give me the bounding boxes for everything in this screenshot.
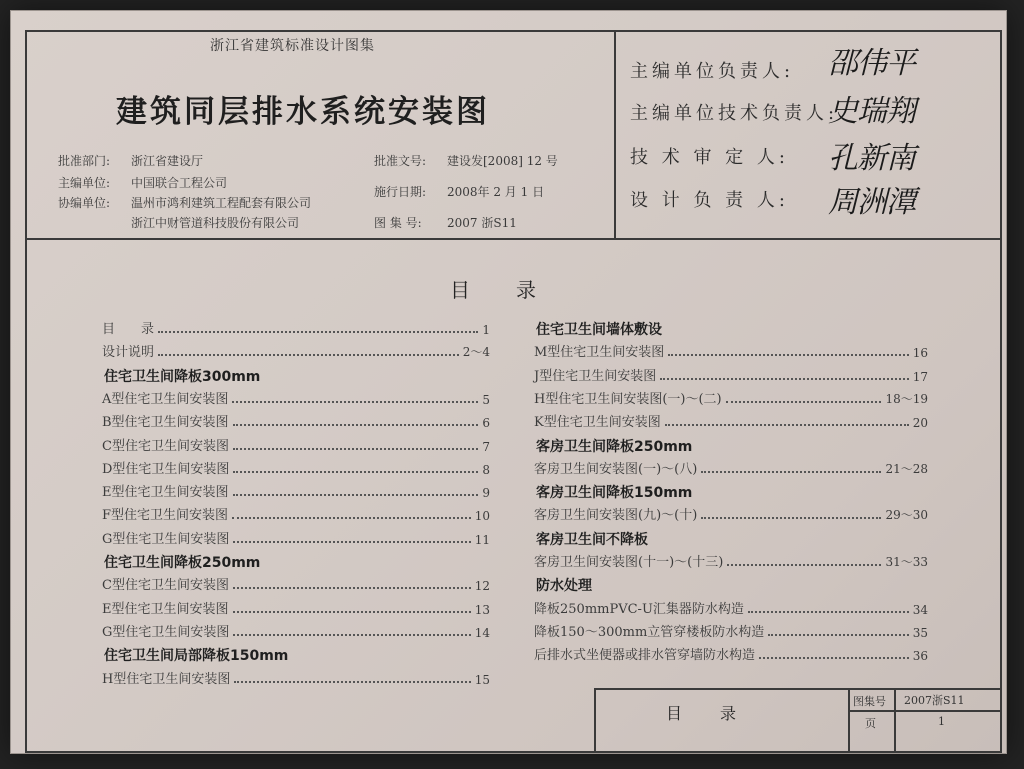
toc-entry (534, 364, 928, 384)
title-block-left-line (594, 688, 596, 753)
toc-leader-dots (158, 330, 478, 333)
toc-entry (534, 387, 928, 407)
toc-section-heading: 客房卫生间降板250mm (536, 438, 693, 455)
toc-entry-label: H型住宅卫生间安装图(一)～(二) (534, 391, 722, 407)
toc-entry (102, 434, 490, 454)
toc-section-heading: 客房卫生间降板150mm (536, 485, 693, 502)
toc-section-heading: 住宅卫生间降板300mm (104, 368, 261, 385)
drawing-sheet (10, 10, 1007, 754)
toc-entry (534, 550, 928, 570)
toc-entry-page: 11 (474, 532, 490, 547)
toc-entry-label: D型住宅卫生间安装图 (102, 461, 230, 477)
toc-entry (102, 317, 490, 337)
toc-entry-label: 后排水式坐便器或排水管穿墙防水构造 (534, 648, 756, 664)
design-lead-signature: 周洲潭 (828, 185, 915, 220)
toc-entry-page: 35 (912, 625, 928, 640)
toc-leader-dots (158, 353, 459, 356)
title-block-page: 1 (938, 715, 945, 728)
toc-entry-page: 14 (474, 625, 490, 640)
toc-entry-page: 17 (912, 369, 928, 384)
toc-entry-page: 6 (482, 416, 490, 431)
editor-label: 主编单位: (58, 176, 111, 190)
header-bottom-line (25, 238, 1002, 240)
toc-entry-label: E型住宅卫生间安装图 (102, 601, 229, 617)
toc-title: 目 录 (450, 278, 538, 302)
toc-entry (534, 340, 928, 360)
toc-leader-dots (233, 493, 479, 496)
toc-entry-label: 降板250mmPVC-U汇集器防水构造 (534, 601, 744, 617)
toc-leader-dots (233, 540, 470, 543)
toc-entry-page: 2～4 (462, 345, 490, 360)
toc-entry-page: 9 (482, 486, 490, 501)
toc-entry-page: 5 (482, 392, 490, 407)
toc-entry (534, 457, 928, 477)
toc-leader-dots (759, 656, 909, 659)
toc-entry-label: 客房卫生间安装图(十一)～(十三) (534, 555, 724, 570)
toc-entry (102, 597, 490, 617)
toc-entry-label: B型住宅卫生间安装图 (102, 415, 229, 431)
toc-entry-page: 34 (912, 602, 928, 617)
toc-leader-dots (232, 400, 478, 403)
toc-section-heading: 客房卫生间不降板 (536, 531, 648, 548)
toc-leader-dots (701, 516, 881, 519)
toc-entry-label: C型住宅卫生间安装图 (102, 438, 229, 454)
title-block-mid-line-2 (894, 688, 896, 753)
chief-editor-role: 主编单位负责人: (630, 61, 795, 82)
toc-leader-dots (233, 633, 470, 636)
toc-entry (102, 387, 490, 407)
title-block-sheet-name: 目 录 (666, 704, 739, 723)
editor-value: 中国联合工程公司 (131, 176, 228, 190)
toc-entry-page: 1 (482, 323, 490, 337)
toc-entry-page: 29～30 (885, 508, 928, 523)
header-divider-line (614, 30, 616, 238)
atlas-no-value: 2007 浙S11 (447, 216, 517, 230)
toc-entry-label: 目 录 (102, 322, 155, 337)
toc-leader-dots (233, 586, 471, 589)
approval-doc-label: 批准文号: (374, 154, 427, 168)
chief-editor-signature: 邵伟平 (828, 46, 915, 81)
toc-entry-label: A型住宅卫生间安装图 (102, 391, 229, 407)
toc-entry-page: 20 (912, 416, 928, 431)
toc-entry (534, 597, 928, 617)
toc-entry (534, 410, 928, 430)
toc-entry-page: 13 (474, 602, 490, 617)
toc-section-heading: 住宅卫生间降板250mm (104, 555, 261, 571)
toc-entry-page: 8 (482, 462, 490, 477)
toc-entry-page: 18～19 (885, 391, 928, 406)
toc-entry-page: 16 (912, 346, 928, 361)
approver-value: 浙江省建设厅 (131, 154, 204, 168)
toc-section-heading: 防水处理 (536, 578, 592, 595)
toc-entry-label: J型住宅卫生间安装图 (534, 368, 657, 384)
title-block-row-line (848, 710, 1002, 712)
toc-entry-label: K型住宅卫生间安装图 (534, 415, 661, 431)
toc-entry-label: 客房卫生间安装图(一)～(八) (534, 461, 698, 477)
toc-entry-label: 设计说明 (102, 345, 155, 361)
toc-entry-label: E型住宅卫生间安装图 (102, 485, 229, 501)
technical-lead-signature: 史瑞翔 (828, 94, 915, 129)
toc-entry-page: 10 (474, 509, 490, 524)
design-lead-role: 设 计 负 责 人: (630, 190, 789, 211)
toc-leader-dots (727, 563, 881, 566)
toc-entry (102, 667, 490, 687)
toc-entry-page: 15 (474, 672, 490, 687)
title-block-atlas-no-label: 图集号 (853, 695, 886, 708)
title-block-mid-line (848, 688, 850, 753)
toc-entry (102, 457, 490, 477)
toc-entry (102, 503, 490, 523)
toc-entry-page: 21～28 (885, 461, 928, 476)
toc-entry (534, 620, 928, 640)
toc-section-heading: 住宅卫生间墙体敷设 (536, 322, 662, 338)
toc-leader-dots (233, 447, 478, 450)
toc-leader-dots (665, 423, 909, 426)
toc-entry (102, 340, 490, 360)
approval-doc-value: 建设发[2008] 12 号 (447, 154, 558, 168)
toc-leader-dots (232, 516, 471, 519)
toc-entry-page: 7 (482, 439, 490, 454)
toc-entry-label: F型住宅卫生间安装图 (102, 508, 229, 524)
toc-leader-dots (233, 470, 478, 473)
toc-entry (102, 410, 490, 430)
toc-entry (102, 620, 490, 640)
toc-entry-label: G型住宅卫生间安装图 (102, 624, 230, 640)
toc-entry (534, 643, 928, 663)
toc-leader-dots (233, 610, 471, 613)
technical-lead-role: 主编单位技术负责人: (630, 103, 839, 124)
toc-leader-dots (233, 423, 479, 426)
toc-entry-label: G型住宅卫生间安装图 (102, 531, 230, 547)
reviewer-signature: 孔新南 (828, 141, 915, 176)
toc-leader-dots (660, 377, 909, 380)
title-block-atlas-no: 2007浙S11 (904, 694, 965, 707)
toc-entry-label: C型住宅卫生间安装图 (102, 578, 229, 594)
co-editor-value-2: 浙江中财管道科技股份有限公司 (131, 216, 300, 230)
toc-entry-label: 客房卫生间安装图(九)～(十) (534, 508, 698, 524)
reviewer-role: 技 术 审 定 人: (630, 147, 789, 168)
toc-leader-dots (748, 610, 909, 613)
toc-section-heading: 住宅卫生间局部降板150mm (104, 648, 289, 665)
document-title: 建筑同层排水系统安装图 (116, 94, 490, 130)
toc-entry-page: 36 (912, 649, 928, 664)
co-editor-value-1: 温州市鸿利建筑工程配套有限公司 (131, 196, 312, 210)
co-editor-label: 协编单位: (58, 196, 111, 210)
toc-leader-dots (726, 400, 882, 403)
toc-entry-label: H型住宅卫生间安装图 (102, 671, 231, 687)
toc-entry (102, 480, 490, 500)
toc-leader-dots (234, 680, 470, 683)
toc-leader-dots (668, 353, 908, 356)
toc-leader-dots (768, 633, 908, 636)
atlas-no-label: 图 集 号: (374, 216, 422, 230)
toc-entry (534, 503, 928, 523)
approver-label: 批准部门: (58, 154, 111, 168)
effective-date-label: 施行日期: (374, 185, 427, 199)
effective-date-value: 2008年 2 月 1 日 (447, 185, 545, 199)
atlas-name: 浙江省建筑标准设计图集 (210, 38, 375, 54)
toc-leader-dots (701, 470, 881, 473)
toc-entry-label: M型住宅卫生间安装图 (534, 345, 665, 361)
toc-entry-page: 31～33 (885, 555, 928, 569)
title-block-page-label: 页 (865, 717, 876, 730)
toc-entry-page: 12 (474, 579, 490, 594)
toc-entry (102, 527, 490, 547)
toc-entry (102, 573, 490, 593)
title-block-top-line (594, 688, 1002, 690)
toc-entry-label: 降板150～300mm立管穿楼板防水构造 (534, 624, 765, 640)
